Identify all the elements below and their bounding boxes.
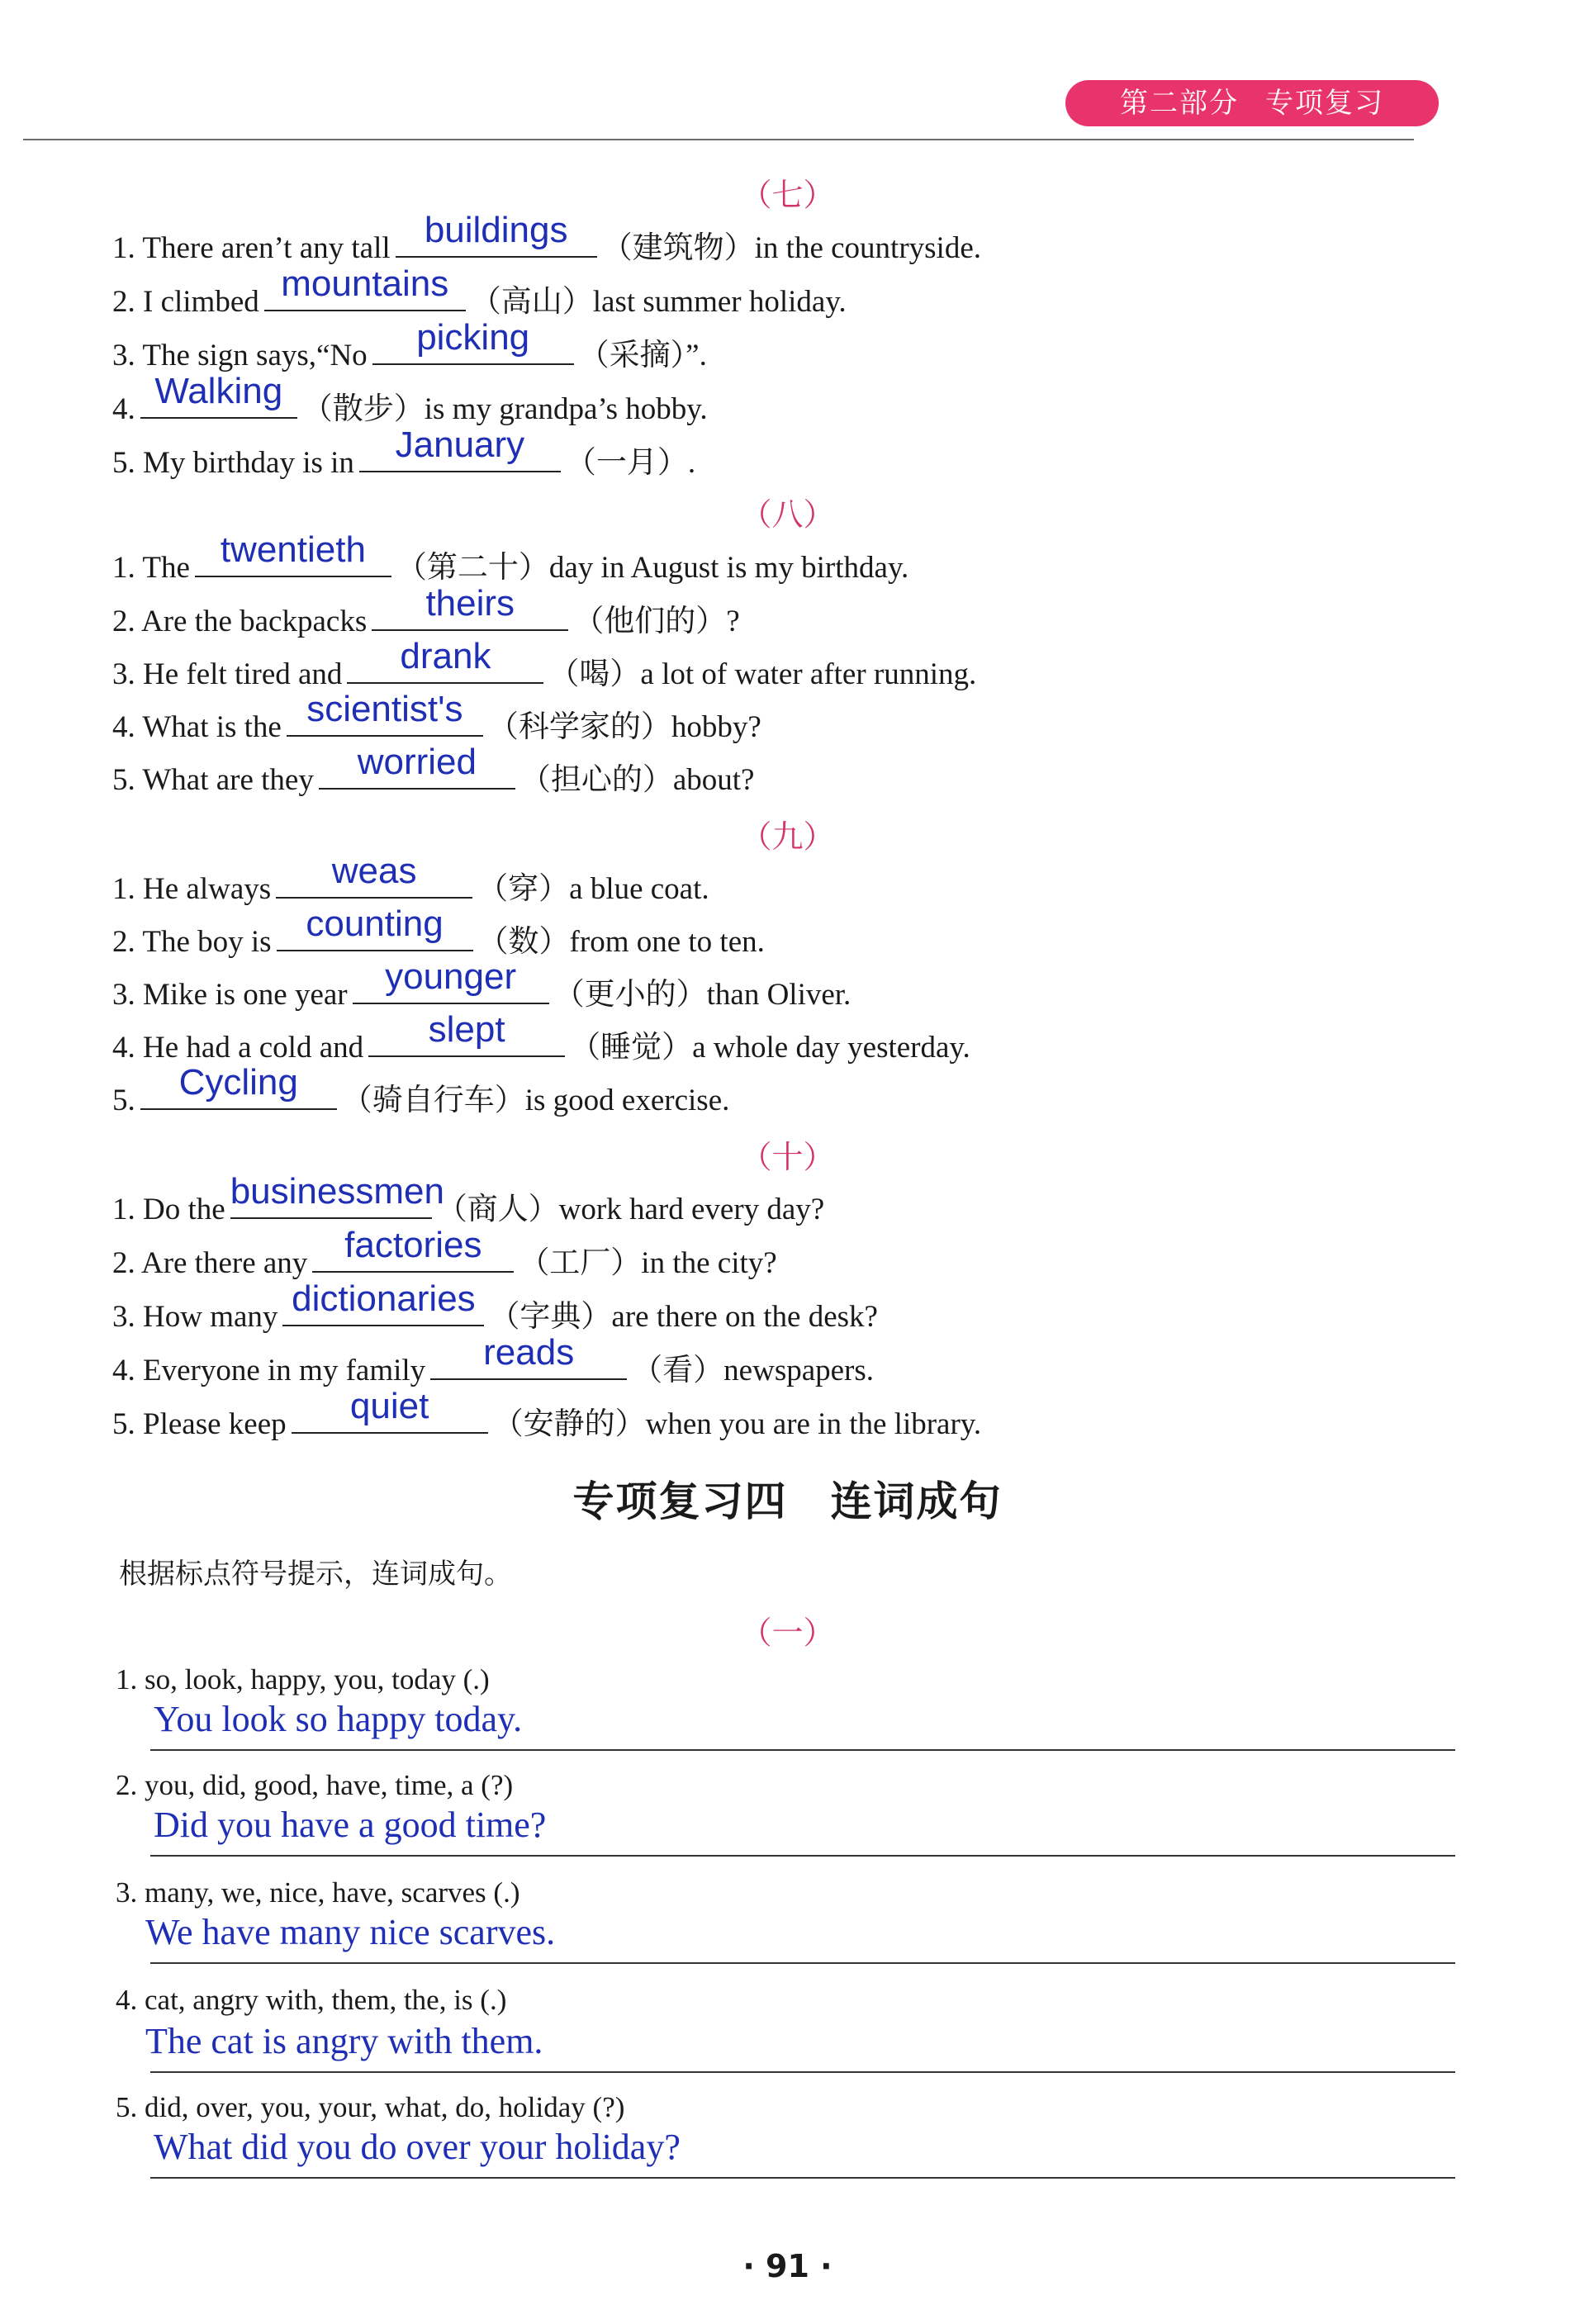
exercise-line: 4. He had a cold and slept （睡觉）a whole day yesterday.: [112, 1009, 970, 1065]
exercise-line: 4. What is the scientist's （科学家的）hobby?: [112, 689, 761, 744]
exercise-line: 2. Are the backpacks theirs （他们的）?: [112, 583, 740, 638]
answer-blank: [195, 529, 391, 577]
handwritten-sentence: What did you do over your holiday?: [154, 2127, 681, 2167]
handwritten-answer: scientist's: [306, 689, 463, 729]
answer-blank: [372, 317, 574, 365]
header-topic: 专项复习: [1265, 87, 1384, 120]
header-part: 第二部分: [1120, 87, 1239, 120]
handwritten-answer: picking: [416, 317, 530, 358]
answer-blank: [368, 1009, 565, 1057]
word-prompt: 4. cat, angry with, them, the, is (.): [116, 1984, 507, 2016]
answer-blank: [230, 1171, 444, 1219]
section-marker-1: （一）: [740, 1615, 835, 1651]
exercise-line: 5. What are they worried （担心的）about?: [112, 742, 755, 797]
page-number: · 91 ·: [742, 2248, 833, 2284]
section-marker-9: （九）: [740, 818, 835, 855]
handwritten-answer: drank: [400, 636, 491, 676]
handwritten-answer: slept: [428, 1009, 505, 1050]
handwritten-answer: Cycling: [178, 1062, 298, 1103]
handwritten-answer: weas: [331, 851, 417, 891]
exercise-line: 5. My birthday is in January （一月）.: [112, 424, 696, 480]
exercise-line: 1. Do the businessmen （商人）work hard every day?: [112, 1171, 825, 1226]
handwritten-answer: counting: [306, 904, 444, 944]
exercise-line: 1. He always weas （穿）a blue coat.: [112, 851, 709, 906]
answer-blank: [353, 956, 549, 1004]
answer-blank: [319, 742, 515, 790]
handwritten-answer: buildings: [424, 210, 568, 250]
exercise-line: 3. He felt tired and drank （喝）a lot of water after running.: [112, 636, 977, 691]
answer-blank: [372, 583, 568, 631]
section-marker-7: （七）: [740, 177, 835, 213]
exercise-line: 3. Mike is one year younger （更小的）than Oliver.: [112, 956, 852, 1012]
exercise-line: 2. The boy is counting （数）from one to ten.: [112, 904, 765, 959]
answer-blank: [292, 1386, 488, 1434]
handwritten-answer: Walking: [154, 371, 283, 411]
answer-blank: [359, 424, 561, 472]
answer-blank: [312, 1225, 514, 1273]
answer-rule: [150, 2071, 1455, 2073]
handwritten-answer: twentieth: [220, 529, 366, 570]
handwritten-answer: younger: [385, 956, 517, 997]
answer-blank: [282, 1278, 484, 1326]
handwritten-answer: theirs: [425, 583, 515, 624]
exercise-line: 5. Cycling （骑自行车）is good exercise.: [112, 1062, 730, 1117]
answer-rule: [150, 1962, 1455, 1964]
handwritten-sentence: Did you have a good time?: [154, 1805, 547, 1845]
exercise-line: 3. How many dictionaries （字典）are there on the desk?: [112, 1278, 878, 1334]
handwritten-answer: January: [395, 424, 525, 465]
exercise-line: 2. I climbed mountains （高山）last summer holiday.: [112, 263, 847, 319]
section-marker-8: （八）: [740, 496, 835, 533]
header-divider: [23, 139, 1414, 140]
handwritten-sentence: We have many nice scarves.: [145, 1912, 556, 1952]
exercise-line: 3. The sign says,“No picking （采摘）”.: [112, 317, 707, 372]
answer-blank: [430, 1332, 627, 1380]
handwritten-answer: worried: [357, 742, 477, 782]
answer-blank: [264, 263, 466, 311]
answer-blank: [347, 636, 543, 684]
answer-blank: [287, 689, 483, 737]
handwritten-answer: factories: [344, 1225, 482, 1265]
word-prompt: 3. many, we, nice, have, scarves (.): [116, 1876, 520, 1909]
answer-blank: [140, 371, 297, 419]
section-marker-10: （十）: [740, 1139, 835, 1175]
handwritten-sentence: You look so happy today.: [154, 1699, 523, 1739]
header-badge: [1065, 80, 1439, 126]
exercise-line: 4. Walking （散步）is my grandpa’s hobby.: [112, 371, 708, 426]
answer-rule: [150, 2177, 1455, 2179]
word-prompt: 2. you, did, good, have, time, a (?): [116, 1769, 514, 1801]
instruction-text: 根据标点符号提示，连词成句。: [119, 1558, 512, 1591]
handwritten-answer: quiet: [349, 1386, 429, 1426]
section-four-title: 专项复习四 连词成句: [572, 1477, 1003, 1525]
answer-blank: [277, 904, 473, 951]
exercise-line: 5. Please keep quiet （安静的）when you are in the library.: [112, 1386, 982, 1441]
answer-rule: [150, 1855, 1455, 1857]
answer-blank: [396, 210, 597, 258]
word-prompt: 1. so, look, happy, you, today (.): [116, 1663, 490, 1696]
exercise-line: 2. Are there any factories （工厂）in the city?: [112, 1225, 777, 1280]
handwritten-answer: businessmen: [230, 1171, 444, 1212]
answer-rule: [150, 1749, 1455, 1751]
answer-blank: [140, 1062, 337, 1110]
handwritten-answer: mountains: [281, 263, 449, 304]
exercise-line: 1. The twentieth （第二十）day in August is my birthday.: [112, 529, 909, 585]
handwritten-sentence: The cat is angry with them.: [145, 2021, 543, 2061]
exercise-line: 4. Everyone in my family reads （看）newspapers.: [112, 1332, 875, 1387]
word-prompt: 5. did, over, you, your, what, do, holiday (?): [116, 2091, 625, 2123]
exercise-line: 1. There aren’t any tall buildings （建筑物）in the countryside.: [112, 210, 982, 265]
handwritten-answer: dictionaries: [292, 1278, 476, 1319]
handwritten-answer: reads: [483, 1332, 575, 1373]
answer-blank: [276, 851, 472, 899]
